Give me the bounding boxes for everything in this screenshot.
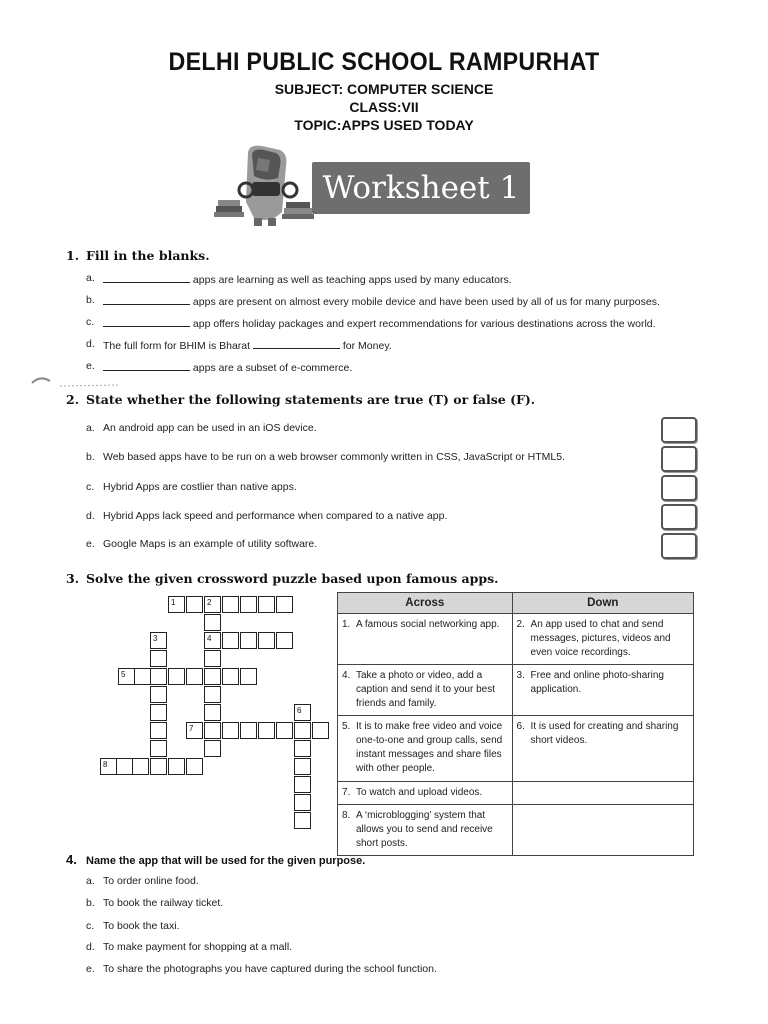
crossword-cell[interactable] [186,668,203,685]
question-4-number: 4. [66,852,77,867]
question-3-title: Solve the given crossword puzzle based upon famous apps. [86,571,499,586]
crossword-cell[interactable] [222,632,239,649]
true-false-answer-box[interactable] [661,504,697,530]
q1-item-text-before: The full form for BHIM is Bharat [103,340,251,352]
q1-item-c [86,316,656,330]
across-clue [338,665,513,716]
fill-blank[interactable] [103,316,190,327]
crossword-clue-number: 3 [153,634,158,643]
q4-item-letter: d. [86,941,95,953]
q1-item-text-after: for Money. [342,340,392,352]
crossword-cell[interactable] [132,758,149,775]
true-false-answer-box[interactable] [661,446,697,472]
crossword-cell[interactable] [204,668,221,685]
down-clue [512,805,693,856]
q2-item-a [86,422,317,434]
topic-line: TOPIC:APPS USED TODAY [294,117,474,133]
down-clue [512,782,693,805]
question-1-title: Fill in the blanks. [86,248,210,263]
clue-number: 1. [342,619,351,630]
crossword-clue-number: 6 [297,706,302,715]
question-4-heading [66,852,365,867]
q1-item-letter: b. [86,294,95,306]
crossword-cell[interactable] [204,722,221,739]
q2-item-d [86,510,448,522]
school-title: DELHI PUBLIC SCHOOL RAMPURHAT [168,48,600,76]
crossword-cell[interactable] [240,632,257,649]
crossword-cell[interactable] [204,686,221,703]
q1-item-b [86,294,660,308]
q2-item-e [86,538,318,550]
true-false-answer-box[interactable] [661,475,697,501]
crossword-cell[interactable] [118,668,135,685]
clue-text: An app used to chat and send messages, pictures, videos and even voice recordings. [530,619,671,658]
crossword-cell[interactable] [258,596,275,613]
question-2-title: State whether the following statements are true (T) or false (F). [86,392,536,407]
crossword-clue-number: 4 [207,634,212,643]
clue-text: A ‘microblogging’ system that allows you to send and receive short posts. [356,810,493,849]
crossword-cell[interactable] [150,704,167,721]
q2-item-letter: a. [86,422,95,434]
q1-item-text: apps are learning as well as teaching apps used by many educators. [192,274,512,286]
crossword-cell[interactable] [276,596,293,613]
class-line: CLASS:VII [349,99,419,115]
fill-blank[interactable] [103,272,190,283]
crossword-cell[interactable] [294,704,311,721]
q2-item-letter: d. [86,510,95,522]
crossword-clue-number: 7 [189,724,194,733]
crossword-cell[interactable] [294,812,311,829]
crossword-clue-number: 5 [121,670,126,679]
worksheet-banner-text: Worksheet 1 [322,170,520,206]
q1-item-letter: c. [86,316,95,328]
crossword-cell[interactable] [294,758,311,775]
clue-number: 8. [342,810,351,821]
question-4-title: Name the app that will be used for the given purpose. [86,855,366,867]
question-3-heading [66,571,498,586]
crossword-cell[interactable] [240,668,257,685]
fill-blank[interactable] [103,294,190,305]
crossword-cell[interactable] [116,758,133,775]
clue-number: 4. [342,670,351,681]
q1-item-text: apps are a subset of e-commerce. [192,362,353,374]
q4-item-c [86,920,180,932]
q2-item-b [86,451,566,463]
crossword-cell[interactable] [222,596,239,613]
crossword-cell[interactable] [204,740,221,757]
fill-blank[interactable] [103,360,190,371]
q1-item-letter: e. [86,360,95,372]
across-header: Across [338,593,513,614]
clue-text: It is used for creating and sharing short videos. [530,721,679,746]
q4-item-letter: a. [86,875,95,887]
crossword-cell[interactable] [276,722,293,739]
q1-item-d [86,338,392,352]
robot-reading-illustration [210,142,318,230]
q2-item-text: Web based apps have to be run on a web browser commonly written in CSS, JavaScript or HTML5. [103,451,566,463]
down-header: Down [512,593,693,614]
q4-item-e [86,963,437,975]
crossword-cell[interactable] [204,704,221,721]
crossword-cell[interactable] [204,632,221,649]
q4-item-letter: b. [86,897,95,909]
worksheet-banner [312,162,530,214]
crossword-cell[interactable] [150,686,167,703]
q4-item-text: To book the railway ticket. [103,897,224,909]
scan-smudge [30,374,122,390]
question-3-number: 3. [66,571,80,586]
crossword-clue-number: 8 [103,760,108,769]
across-clue [338,614,513,665]
crossword-cell[interactable] [186,722,203,739]
crossword-cell[interactable] [204,596,221,613]
crossword-cell[interactable] [150,650,167,667]
q1-item-e [86,360,353,374]
crossword-cell[interactable] [186,596,203,613]
crossword-cell[interactable] [204,614,221,631]
question-1-heading [66,248,210,263]
q1-item-letter: a. [86,272,95,284]
q2-item-letter: e. [86,538,95,550]
crossword-cell[interactable] [100,758,117,775]
crossword-cell[interactable] [222,668,239,685]
crossword-cell[interactable] [294,722,311,739]
q2-item-text: Hybrid Apps lack speed and performance when compared to a native app. [103,510,448,522]
q4-item-text: To make payment for shopping at a mall. [103,941,293,953]
crossword-cell[interactable] [204,650,221,667]
clue-number: 5. [342,721,351,732]
q4-item-letter: c. [86,920,95,932]
q1-item-text: app offers holiday packages and expert recommendations for various destinations across the world. [192,318,656,330]
clue-text: To watch and upload videos. [356,787,483,798]
crossword-cell[interactable] [294,776,311,793]
q2-item-text: Google Maps is an example of utility software. [103,538,318,550]
clue-number: 3. [516,670,525,681]
crossword-cell[interactable] [294,794,311,811]
q4-item-letter: e. [86,963,95,975]
clue-text: It is to make free video and voice one-to-one and group calls, send instant messages and share files with other people. [356,721,503,774]
question-2-heading [66,392,535,407]
crossword-cell[interactable] [150,740,167,757]
clue-text: Free and online photo-sharing application. [530,670,664,695]
crossword-cell[interactable] [168,596,185,613]
crossword-clue-number: 2 [207,598,212,607]
q1-item-text: apps are present on almost every mobile device and have been used by all of us for many purposes. [192,296,660,308]
q2-item-letter: c. [86,481,95,493]
q2-item-text: Hybrid Apps are costlier than native apps. [103,481,297,493]
fill-blank[interactable] [253,338,340,349]
across-clue [338,716,513,782]
clue-text: A famous social networking app. [356,619,500,630]
question-1-number: 1. [66,248,80,263]
q4-item-text: To book the taxi. [103,920,180,932]
crossword-clue-number: 1 [171,598,176,607]
across-clue [338,782,513,805]
crossword-cell[interactable] [150,632,167,649]
q2-item-text: An android app can be used in an iOS device. [103,422,317,434]
question-2-number: 2. [66,392,80,407]
crossword-cell[interactable] [150,668,167,685]
crossword-cell[interactable] [276,632,293,649]
q4-item-a [86,875,199,887]
clue-number: 6. [516,721,525,732]
crossword-cell[interactable] [258,632,275,649]
crossword-cell[interactable] [258,722,275,739]
q1-item-a [86,272,512,286]
subject-line: SUBJECT: COMPUTER SCIENCE [274,81,494,97]
q2-item-letter: b. [86,451,95,463]
crossword-cell[interactable] [150,722,167,739]
clue-number: 7. [342,787,351,798]
q4-item-text: To share the photographs you have captured during the school function. [103,963,437,975]
q2-item-c [86,481,297,493]
true-false-answer-box[interactable] [661,417,697,443]
q4-item-b [86,897,224,909]
crossword-cell[interactable] [240,596,257,613]
crossword-cell[interactable] [150,758,167,775]
crossword-cell[interactable] [294,740,311,757]
down-clue [512,665,693,716]
crossword-cell[interactable] [168,668,185,685]
across-clue [338,805,513,856]
crossword-cell[interactable] [240,722,257,739]
true-false-answer-box[interactable] [661,533,697,559]
crossword-cell[interactable] [168,758,185,775]
crossword-clues-table [337,592,694,856]
crossword-cell[interactable] [312,722,329,739]
crossword-cell[interactable] [186,758,203,775]
down-clue [512,716,693,782]
crossword-cell[interactable] [134,668,151,685]
down-clue [512,614,693,665]
q4-item-text: To order online food. [103,875,199,887]
q1-item-letter: d. [86,338,95,350]
crossword-cell[interactable] [222,722,239,739]
q4-item-d [86,941,293,953]
clue-text: Take a photo or video, add a caption and send it to your best friends and family. [356,670,495,709]
clue-number: 2. [516,619,525,630]
